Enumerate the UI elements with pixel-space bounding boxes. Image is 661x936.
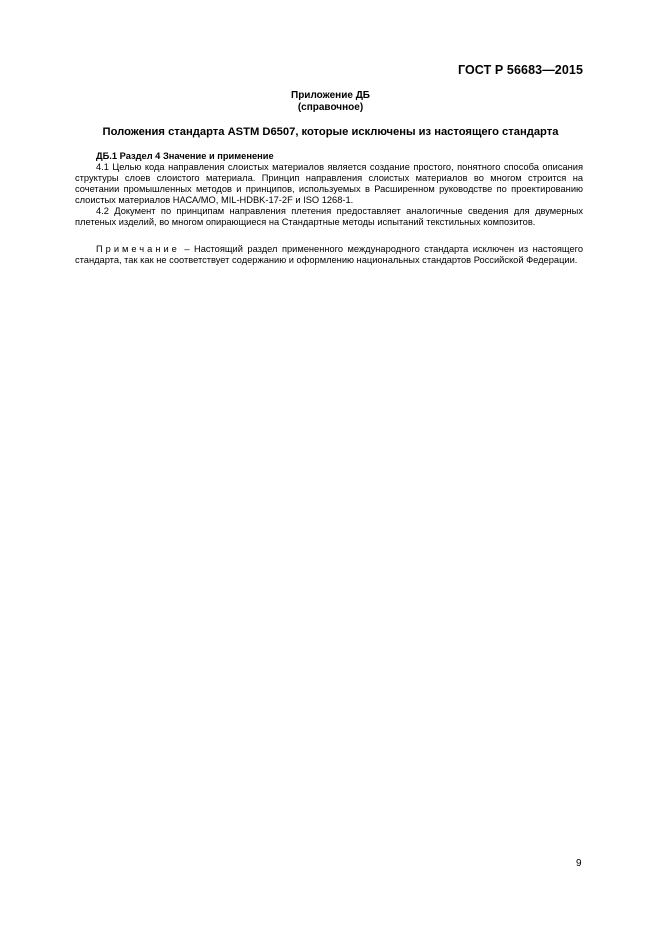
note-label: Примечание xyxy=(96,244,180,254)
paragraph-4-2: 4.2 Документ по принципам направления плетения предоставляет аналогичные сведения для двумерных плетеных изделий, во многом опирающиеся на Стандартные методы испытаний текстильных композитов. xyxy=(75,206,583,227)
note-paragraph xyxy=(75,244,583,266)
section-heading: Положения стандарта ASTM D6507, которые исключены из настоящего стандарта xyxy=(102,126,559,138)
subsection-title: ДБ.1 Раздел 4 Значение и применение xyxy=(96,151,274,161)
annex-title: Приложение ДБ xyxy=(291,90,370,101)
annex-subtitle: (справочное) xyxy=(297,102,364,113)
page-number: 9 xyxy=(576,858,582,869)
note-text: – Настоящий раздел примененного международного стандарта исключен из настоящего стандарта, так как не соответствует содержанию и оформлению национальных стандартов Российской Федерации. xyxy=(75,244,583,265)
annex-title-block xyxy=(0,90,661,114)
document-body xyxy=(75,151,583,266)
paragraph-4-1: 4.1 Целью кода направления слоистых материалов является создание простого, понятного способа описания структуры слоев слоистого материала. Принцип направления слоистых материалов во многом строится на сочетании промышленных методов и принципов, используемых в Расширенном руководстве по проектированию слоистых материалов НАСА/МО, MIL-HDBK-17-2F и ISO 1268-1. xyxy=(75,162,583,205)
document-code: ГОСТ Р 56683—2015 xyxy=(457,63,583,77)
